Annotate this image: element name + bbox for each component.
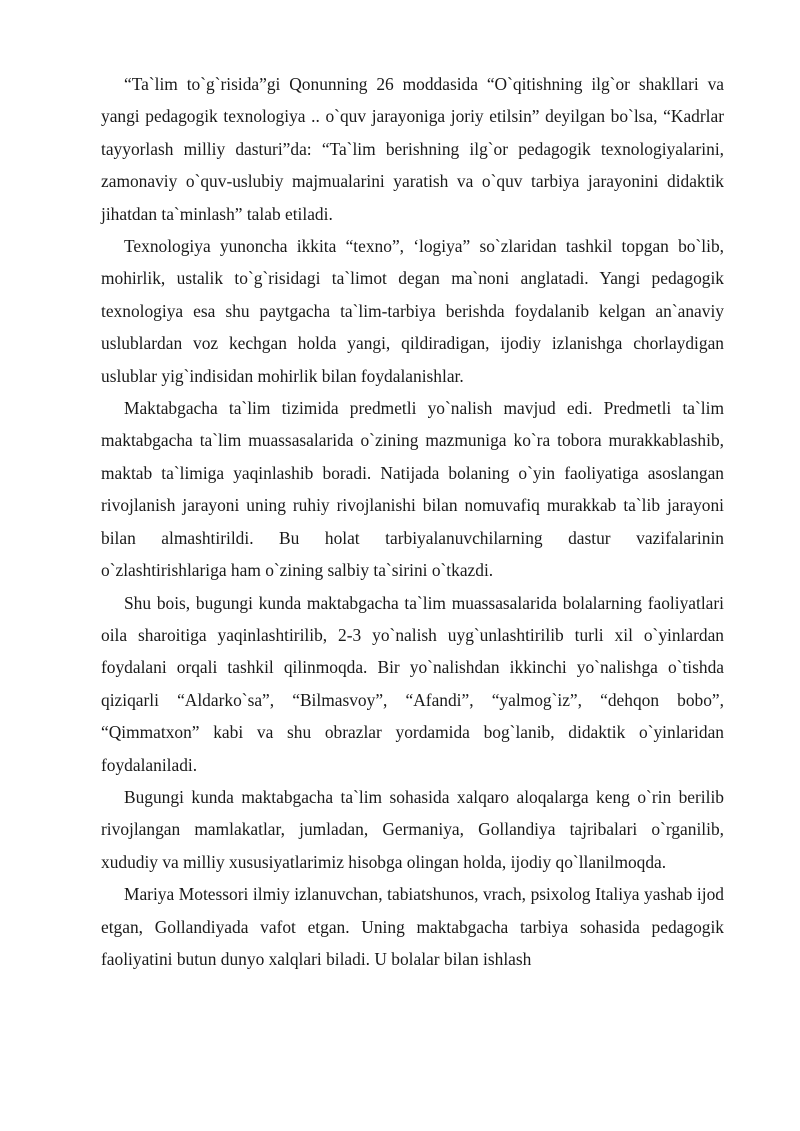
paragraph-montessori: Mariya Motessori ilmiy izlanuvchan, tabiatshunos, vrach, psixolog Italiya yashab ijod etgan, Gollandiyada vafot etgan. Uning maktabgacha tarbiya sohasida pedagogik faoliyatini butun dunyo xalqlari biladi. U bolalar bilan ishlash [101, 884, 724, 969]
paragraph-technology-definition: Texnologiya yunoncha ikkita “texno”, ‘logiya” so`zlaridan tashkil topgan bo`lib, mohirlik, ustalik to`g`risidagi ta`limot degan ma`noni anglatadi. Yangi pedagogik texnologiya esa shu paytgacha ta`lim-tarbiya berishda foydalanib kelgan an`anaviy uslublardan voz kechgan holda yangi, qildiradigan, ijodiy izlanishga chorlaydigan uslublar yig`indisidan mohirlik bilan foydalanishlar. [101, 236, 724, 386]
paragraph-international-relations: Bugungi kunda maktabgacha ta`lim sohasida xalqaro aloqalarga keng o`rin berilib rivojlangan mamlakatlar, jumladan, Germaniya, Gollandiya tajribalari o`rganilib, xududiy va milliy xususiyatlarimiz hisobga olingan holda, ijodiy qo`llanilmoqda. [101, 786, 724, 872]
paragraph-activities-games: Shu bois, bugungi kunda maktabgacha ta`lim muassasalarida bolalarning faoliyatlari oila sharoitiga yaqinlashtirilib, 2-3 yo`nalish uyg`unlashtirilib turli xil o`yinlardan foydalani orqali tashkil qilinmoqda. Bir yo`nalishdan ikkinchi yo`nalishga o`tishda qiziqarli “Aldarko`sa”, “Bilmasvoy”, “Afandi”, “yalmog`iz”, “dehqon bobo”, “Qimmatxon” kabi va shu obrazlar yordamida bog`lanib, didaktik o`yinlaridan foydalaniladi. [101, 592, 724, 775]
paragraph-law-quote: “Ta`lim to`g`risida”gi Qonunning 26 moddasida “O`qitishning ilg`or shakllari va yangi pedagogik texnologiya .. o`quv jarayoniga joriy etilsin” deyilgan bo`lsa, “Kadrlar tayyorlash milliy dasturi”da: “Ta`lim berishning ilg`or pedagogik texnologiyalarini, zamonaviy o`quv-uslubiy majmualarini yaratish va o`quv tarbiya jarayonini didaktik jihatdan ta`minlash” talab etiladi. [101, 74, 724, 224]
paragraph-preschool-system: Maktabgacha ta`lim tizimida predmetli yo`nalish mavjud edi. Predmetli ta`lim maktabgacha ta`lim muassasalarida o`zining mazmuniga ko`ra tobora murakkablashib, maktab ta`limiga yaqinlashib boradi. Natijada bolaning o`yin faoliyatiga asoslangan rivojlanish jarayoni uning ruhiy rivojlanishi bilan nomuvafiq murakkab ta`lib jarayoni bilan almashtirildi. Bu holat tarbiyalanuvchilarning dastur vazifalarinin o`zlashtirishlariga ham o`zining salbiy ta`sirini o`tkazdi. [101, 398, 724, 581]
document-page [101, 68, 724, 975]
